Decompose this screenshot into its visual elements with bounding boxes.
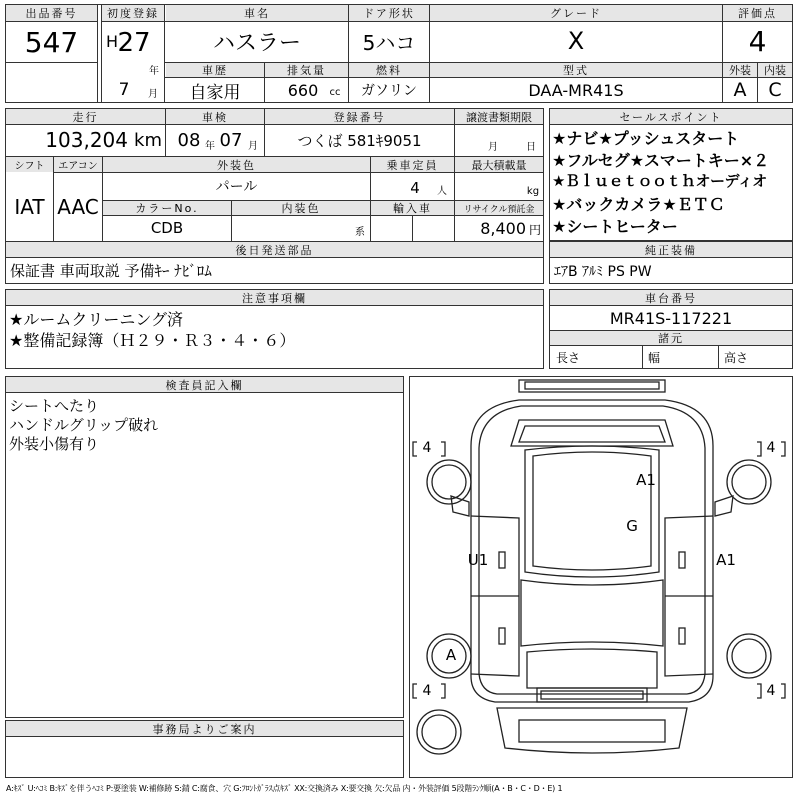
- plate-number: つくば 581ｷ9051: [297, 131, 422, 150]
- specs-label: 諸元: [550, 331, 792, 345]
- tire-depth-rear-left: 4: [422, 683, 432, 699]
- spare-wheel: [417, 710, 461, 754]
- transfer-day-unit: 日: [526, 141, 536, 152]
- reg-label: 初度登録: [102, 5, 164, 21]
- chassis-label: 車台番号: [550, 290, 792, 305]
- fuel-label: 燃料: [349, 63, 429, 77]
- fuel: ガソリン: [361, 83, 417, 99]
- underbody-outline: [497, 708, 687, 753]
- accessories: 保証書 車両取説 予備ｷｰ ﾅﾋﾞﾛﾑ: [10, 262, 212, 280]
- rear-bumper: [537, 688, 647, 702]
- tire-depth-front-right: 4: [766, 440, 776, 456]
- damage-mark-hood: A1: [636, 471, 656, 489]
- door-label: ドア形状: [349, 5, 429, 21]
- load-unit: kg: [526, 185, 540, 197]
- ac-label: エアコン: [54, 157, 102, 172]
- note-line: ★整備記録簿（Ｈ２９・Ｒ３・４・６）: [9, 331, 296, 350]
- color-no: CDB: [150, 219, 184, 237]
- grade: X: [567, 27, 585, 55]
- inspector-label: 検査員記入欄: [6, 377, 403, 392]
- score-label: 評価点: [723, 5, 792, 21]
- sales-points-list: [552, 126, 792, 236]
- tire-depth-front-left: 4: [422, 440, 432, 456]
- transfer-label: 譲渡書類期限: [455, 109, 543, 124]
- door-type: 5ハコ: [362, 30, 416, 55]
- chassis-number: MR41S-117221: [609, 308, 733, 328]
- reg-era: H: [105, 31, 119, 51]
- recycle-label: リサイクル預託金: [455, 201, 543, 215]
- lot-label: 出品番号: [6, 5, 97, 21]
- capacity-label: 乗車定員: [371, 157, 454, 172]
- sales-label: セールスポイント: [550, 109, 792, 124]
- sales-point: ★フルセグ★スマートキー×２: [552, 151, 770, 170]
- office-label: 事務局よりご案内: [6, 721, 403, 736]
- mileage-unit: km: [134, 129, 162, 151]
- color-no-label: カラーNo.: [103, 201, 231, 215]
- capacity: 4: [410, 179, 420, 197]
- inspector-line: ハンドルグリップ破れ: [9, 416, 159, 434]
- car-diagram: [409, 376, 793, 778]
- inspection-year-unit: 年: [205, 140, 215, 151]
- inspector-line: 外装小傷有り: [9, 435, 100, 453]
- interior-color-label: 内装色: [232, 201, 370, 215]
- body-outline: [471, 400, 713, 702]
- tire-depth-rear-right: 4: [766, 683, 776, 699]
- damage-mark-right: A1: [716, 551, 736, 569]
- interior-color-unit: 系: [355, 226, 365, 237]
- wheel-front-right: [727, 460, 771, 504]
- inspector-list: [9, 395, 158, 452]
- shift-label: シフト: [6, 157, 53, 172]
- capacity-unit: 人: [437, 185, 447, 196]
- sales-point: ★バックカメラ★ＥＴＣ: [552, 195, 725, 214]
- displacement-label: 排気量: [265, 63, 348, 77]
- spec-width: 幅: [648, 350, 661, 365]
- reg-month: 7: [118, 80, 130, 100]
- wheel-rear-right: [727, 634, 771, 678]
- transfer-month-unit: 月: [488, 141, 498, 152]
- damage-mark-left: U1: [467, 551, 489, 569]
- ext-label: 外装: [723, 63, 757, 77]
- legend: A:ｷｽﾞ U:ﾍｺﾐ B:ｷｽﾞを伴うﾍｺﾐ P:要塗装 W:補修跡 S:錆 C:腐食、穴 G:ﾌﾛﾝﾄｶﾞﾗｽ点ｷｽﾞ XX:交換済み X:要交換 欠:欠品 内・外装評価 5段階ﾗﾝｸ順(A・B・C・D・E) 1: [6, 783, 563, 793]
- recycle-fee: 8,400: [480, 218, 526, 238]
- exterior-color: パール: [215, 179, 258, 195]
- damage-mark-windshield: G: [626, 517, 638, 535]
- plate-label: 登録番号: [265, 109, 454, 124]
- displacement: 660: [287, 80, 319, 100]
- reg-year: 27: [117, 28, 151, 58]
- roof-outline: [521, 580, 663, 646]
- mileage: 103,204: [45, 128, 128, 152]
- history: 自家用: [189, 82, 241, 102]
- load-label: 最大積載量: [455, 157, 543, 172]
- inspection-label: 車検: [166, 109, 264, 124]
- shift: IAT: [14, 194, 45, 219]
- color-label: 外装色: [103, 157, 370, 172]
- grade-label: グレード: [430, 5, 722, 21]
- equipment-label: 純正装備: [550, 242, 792, 257]
- wheel-front-left: [427, 460, 471, 504]
- model-label: 型式: [430, 63, 722, 77]
- inspector-line: シートへたり: [9, 397, 100, 415]
- int-label: 内装: [758, 63, 792, 77]
- spec-height: 高さ: [724, 350, 749, 365]
- sales-point: ★シートヒーター: [552, 217, 678, 236]
- displacement-unit: cc: [329, 86, 341, 98]
- int-score: C: [768, 79, 782, 101]
- equipment: ｴｱB ｱﾙﾐ PS PW: [554, 263, 652, 280]
- ext-score: A: [733, 79, 747, 101]
- notes-label: 注意事項欄: [6, 290, 543, 305]
- sales-point: ★Ｂｌｕｅｔｏｏｔｈオーディオ: [552, 172, 767, 190]
- accessories-label: 後日発送部品: [6, 242, 543, 257]
- ac: AAC: [57, 194, 99, 219]
- note-line: ★ルームクリーニング済: [9, 310, 184, 329]
- damage-mark-wheel: A: [445, 646, 457, 664]
- import-label: 輸入車: [371, 201, 454, 215]
- score: 4: [748, 24, 767, 58]
- sales-point: ★ナビ★プッシュスタート: [552, 129, 740, 148]
- reg-month-unit: 月: [148, 88, 158, 100]
- history-label: 車歴: [166, 63, 264, 77]
- car-name: ハスラー: [212, 30, 301, 56]
- car-name-label: 車名: [166, 5, 348, 21]
- reg-year-unit: 年: [149, 65, 159, 76]
- windshield-outline: [525, 446, 659, 577]
- inspection-month: 07: [219, 129, 243, 151]
- recycle-unit: 円: [528, 222, 541, 236]
- inspection-year: 08: [177, 129, 201, 151]
- inspection-month-unit: 月: [248, 140, 258, 151]
- mileage-label: 走行: [6, 109, 165, 124]
- notes-list: [9, 307, 295, 349]
- model: DAA-MR41S: [528, 80, 624, 100]
- spec-length: 長さ: [556, 350, 581, 365]
- lot-number: 547: [24, 25, 79, 59]
